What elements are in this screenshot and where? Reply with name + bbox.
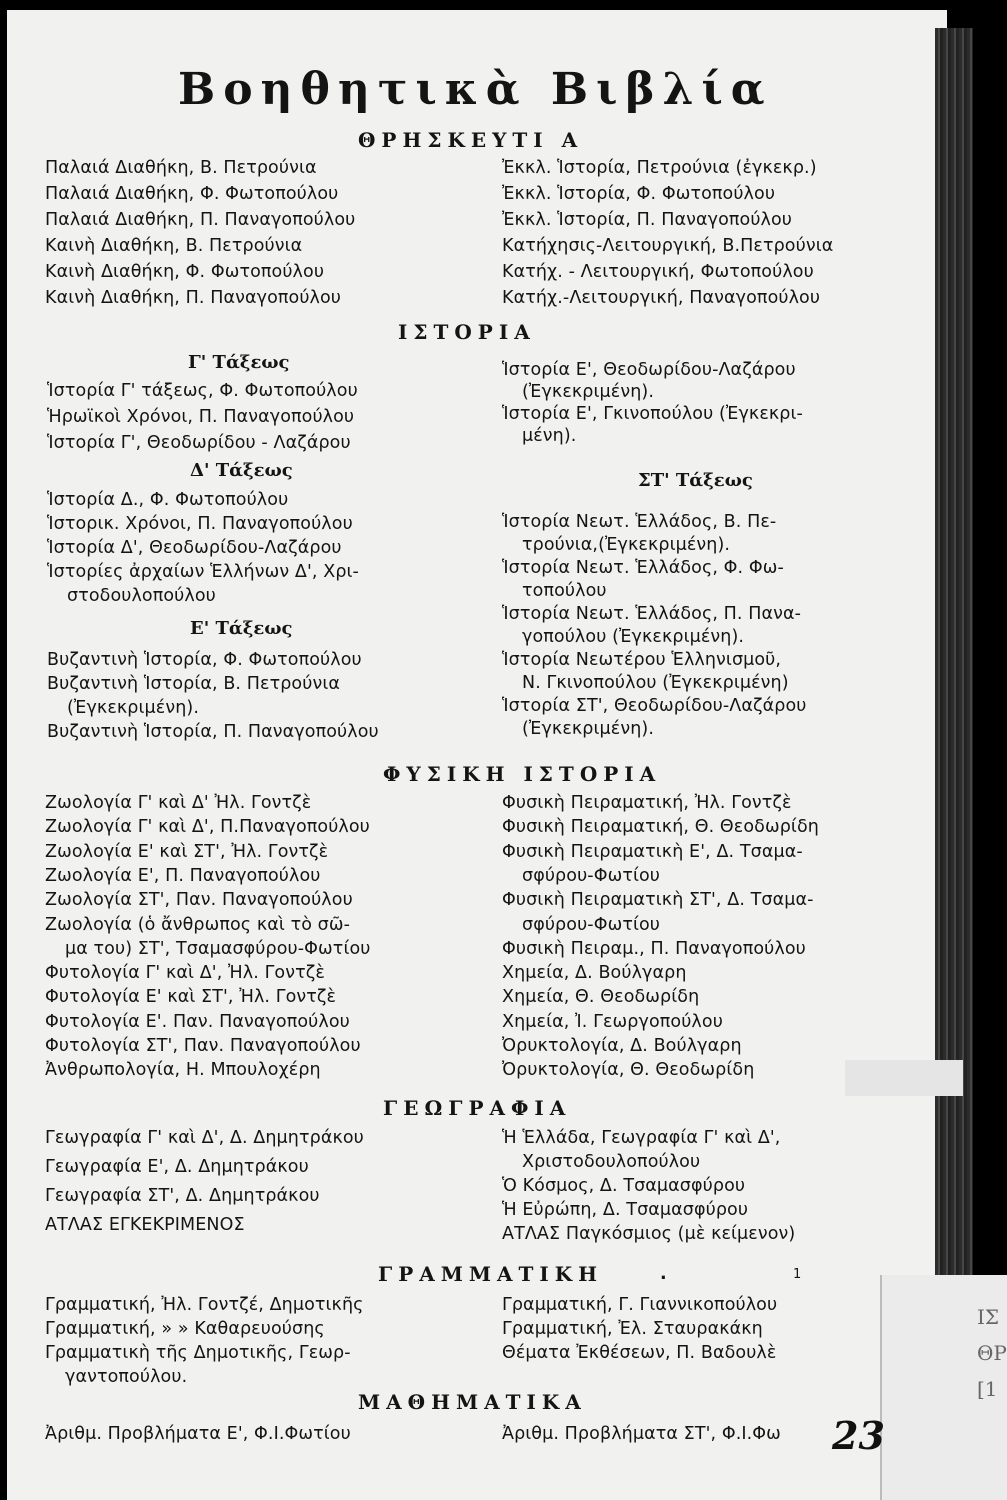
section-heading: ΓΕΩΓΡΑΦΙΑ [383,1096,572,1120]
book-entry: Ἱστορία Ε', Θεοδωρίδου-Λαζάρου [502,360,796,380]
book-entry: Ἱστορικ. Χρόνοι, Π. Παναγοπούλου [47,514,353,534]
book-entry: Γεωγραφία Γ' καὶ Δ', Δ. Δημητράκου [45,1128,364,1148]
book-entry: Χριστοδουλοπούλου [522,1152,701,1172]
book-entry: Ζωολογία Ε' καὶ ΣΤ', Ἠλ. Γοντζὲ [45,842,329,862]
book-entry: Ἱστορία Ε', Γκινοπούλου (Ἐγκεκρι- [502,404,803,424]
book-entry: Φυσικὴ Πειραματική, Θ. Θεοδωρίδη [502,817,819,837]
book-entry: Γραμματική, Ἐλ. Σταυρακάκη [502,1319,763,1339]
book-entry: Ἐκκλ. Ἱστορία, Πετρούνια (ἐγκεκρ.) [502,158,817,178]
book-entry: Φυτολογία Γ' καὶ Δ', Ἠλ. Γοντζὲ [45,963,325,983]
book-entry: Ὀρυκτολογία, Δ. Βούλγαρη [502,1036,742,1056]
book-entry: Φυτολογία Ε'. Παν. Παναγοπούλου [45,1012,350,1032]
class-subheading: Γ' Τάξεως [188,352,290,373]
book-entry: ΑΤΛΑΣ ΕΓΚΕΚΡΙΜΕΝΟΣ [45,1215,245,1235]
book-entry: Βυζαντινὴ Ἱστορία, Β. Πετρούνια [47,674,340,694]
class-subheading: Δ' Τάξεως [190,460,293,481]
book-entry: Καινὴ Διαθήκη, Π. Παναγοπούλου [45,288,342,308]
section-heading: ΙΣΤΟΡΙΑ [398,320,536,344]
book-entry: Ἱστορία Νεωτ. Ἑλλάδος, Π. Πανα- [502,604,802,624]
book-entry: Ζωολογία Ε', Π. Παναγοπούλου [45,866,321,886]
book-entry: Κατήχησις-Λειτουργική, Β.Πετρούνια [502,236,834,256]
book-entry: Ἀνθρωπολογία, Η. Μπουλοχέρη [45,1060,321,1080]
book-entry: Ζωολογία Γ' καὶ Δ' Ἠλ. Γοντζὲ [45,793,312,813]
book-entry: Χημεία, Θ. Θεοδωρίδη [502,987,700,1007]
book-entry: Ν. Γκινοπούλου (Ἐγκεκριμένη) [522,673,789,693]
book-entry: Γραμματικὴ τῆς Δημοτικῆς, Γεωρ- [45,1343,351,1363]
section-heading: ΓΡΑΜΜΑΤΙΚΗ [378,1262,604,1286]
book-entry: Κατήχ. - Λειτουργική, Φωτοπούλου [502,262,814,282]
book-entry: Ἱστορία Δ., Φ. Φωτοπούλου [47,490,289,510]
library-label [880,1275,1007,1500]
book-entry: Βυζαντινὴ Ἱστορία, Π. Παναγοπούλου [47,722,379,742]
book-entry: γαντοπούλου. [65,1367,188,1387]
book-entry: Ἀριθμ. Προβλήματα ΣΤ', Φ.Ι.Φω [502,1424,781,1444]
book-entry: Ὁ Κόσμος, Δ. Τσαμασφύρου [502,1176,746,1196]
book-entry: Ἱστορία Δ', Θεοδωρίδου-Λαζάρου [47,538,342,558]
section-heading: ΦΥΣΙΚΗ ΙΣΤΟΡΙΑ [383,762,662,786]
book-entry: Γεωγραφία ΣΤ', Δ. Δημητράκου [45,1186,320,1206]
book-entry: Παλαιά Διαθήκη, Β. Πετρούνια [45,158,317,178]
book-entry: (Ἐγκεκριμένη). [522,719,654,739]
book-entry: Κατήχ.-Λειτουργική, Παναγοπούλου [502,288,821,308]
book-entry: Ζωολογία (ὁ ἄνθρωπος καὶ τὸ σῶ- [45,915,351,935]
section-heading: ΘΡΗΣΚΕΥΤΙ Α [358,128,584,152]
book-entry: τρούνια,(Ἐγκεκριμένη). [522,535,731,555]
book-entry: Χημεία, Δ. Βούλγαρη [502,963,687,983]
margin-tick: 1 [793,1267,802,1282]
book-entry: Φυσικὴ Πειραματικὴ Ε', Δ. Τσαμα- [502,842,803,862]
class-subheading: Ε' Τάξεως [190,618,293,639]
book-entry: Παλαιά Διαθήκη, Φ. Φωτοπούλου [45,184,339,204]
book-entry: Ἱστορίες ἀρχαίων Ἑλλήνων Δ', Χρι- [47,562,359,582]
library-sticker [845,1060,963,1096]
book-entry: μα του) ΣΤ', Τσαμασφύρου-Φωτίου [65,939,371,959]
book-entry: Ἱστορία ΣΤ', Θεοδωρίδου-Λαζάρου [502,696,807,716]
book-entry: Γραμματική, Ἠλ. Γοντζέ, Δημοτικῆς [45,1295,364,1315]
book-entry: ΑΤΛΑΣ Παγκόσμιος (μὲ κείμενον) [502,1224,796,1244]
book-entry: (Ἐγκεκριμένη). [67,698,199,718]
book-entry: Φυτολογία Ε' καὶ ΣΤ', Ἠλ. Γοντζὲ [45,987,337,1007]
book-entry: Ἱστορία Νεωτ. Ἑλλάδος, Β. Πε- [502,512,777,532]
book-entry: Ἱστορία Νεωτ. Ἑλλάδος, Φ. Φω- [502,558,784,578]
book-entry: Ζωολογία Γ' καὶ Δ', Π.Παναγοπούλου [45,817,370,837]
book-entry: Ἡ Ἑλλάδα, Γεωγραφία Γ' καὶ Δ', [502,1128,781,1148]
book-entry: γοπούλου (Ἐγκεκριμένη). [522,627,745,647]
book-entry: στοδουλοπούλου [67,586,216,606]
book-entry: Ὀρυκτολογία, Θ. Θεοδωρίδη [502,1060,755,1080]
book-entry: Ἐκκλ. Ἱστορία, Π. Παναγοπούλου [502,210,793,230]
page-title: Βοηθητικὰ Βιβλία [178,64,773,115]
section-heading: ΜΑΘΗΜΑΤΙΚΑ [358,1390,587,1414]
book-entry: (Ἐγκεκριμένη). [522,382,654,402]
book-entry: Ἡρωϊκοὶ Χρόνοι, Π. Παναγοπούλου [47,407,355,427]
book-entry: Φυτολογία ΣΤ', Παν. Παναγοπούλου [45,1036,361,1056]
book-entry: Χημεία, Ἰ. Γεωργοπούλου [502,1012,723,1032]
book-entry: μένη). [522,426,577,446]
label-line-2: ΘΡ [977,1341,1007,1365]
book-entry: τοπούλου [522,581,607,601]
book-entry: Ἡ Εὐρώπη, Δ. Τσαμασφύρου [502,1200,749,1220]
margin-dot: . [660,1264,667,1284]
book-entry: Βυζαντινὴ Ἱστορία, Φ. Φωτοπούλου [47,650,362,670]
book-entry: σφύρου-Φωτίου [522,866,661,886]
handwritten-page-number: 23 [832,1413,885,1458]
book-entry: Γραμματική, Γ. Γιαννικοπούλου [502,1295,778,1315]
book-entry: Καινὴ Διαθήκη, Β. Πετρούνια [45,236,303,256]
book-entry: Γεωγραφία Ε', Δ. Δημητράκου [45,1157,309,1177]
book-entry: Ἐκκλ. Ἱστορία, Φ. Φωτοπούλου [502,184,776,204]
label-line-1: ΙΣ [977,1305,1000,1329]
book-entry: Γραμματική, » » Καθαρευούσης [45,1319,325,1339]
book-entry: Ἀριθμ. Προβλήματα Ε', Φ.Ι.Φωτίου [45,1424,351,1444]
book-entry: Ἱστορία Γ' τάξεως, Φ. Φωτοπούλου [47,381,358,401]
book-entry: Ζωολογία ΣΤ', Παν. Παναγοπούλου [45,890,353,910]
book-entry: Καινὴ Διαθήκη, Φ. Φωτοπούλου [45,262,325,282]
book-entry: Φυσικὴ Πειραματική, Ἠλ. Γοντζὲ [502,793,792,813]
book-entry: Παλαιά Διαθήκη, Π. Παναγοπούλου [45,210,356,230]
book-entry: Ἱστορία Νεωτέρου Ἑλληνισμοῦ, [502,650,782,670]
book-entry: σφύρου-Φωτίου [522,915,661,935]
book-entry: Φυσικὴ Πειραματικὴ ΣΤ', Δ. Τσαμα- [502,890,814,910]
class-subheading: ΣΤ' Τάξεως [638,470,753,491]
label-line-3: [1 [977,1377,998,1401]
book-entry: Ἱστορία Γ', Θεοδωρίδου - Λαζάρου [47,433,351,453]
book-entry: Φυσικὴ Πειραμ., Π. Παναγοπούλου [502,939,806,959]
book-entry: Θέματα Ἐκθέσεων, Π. Βαδουλὲ [502,1343,777,1363]
